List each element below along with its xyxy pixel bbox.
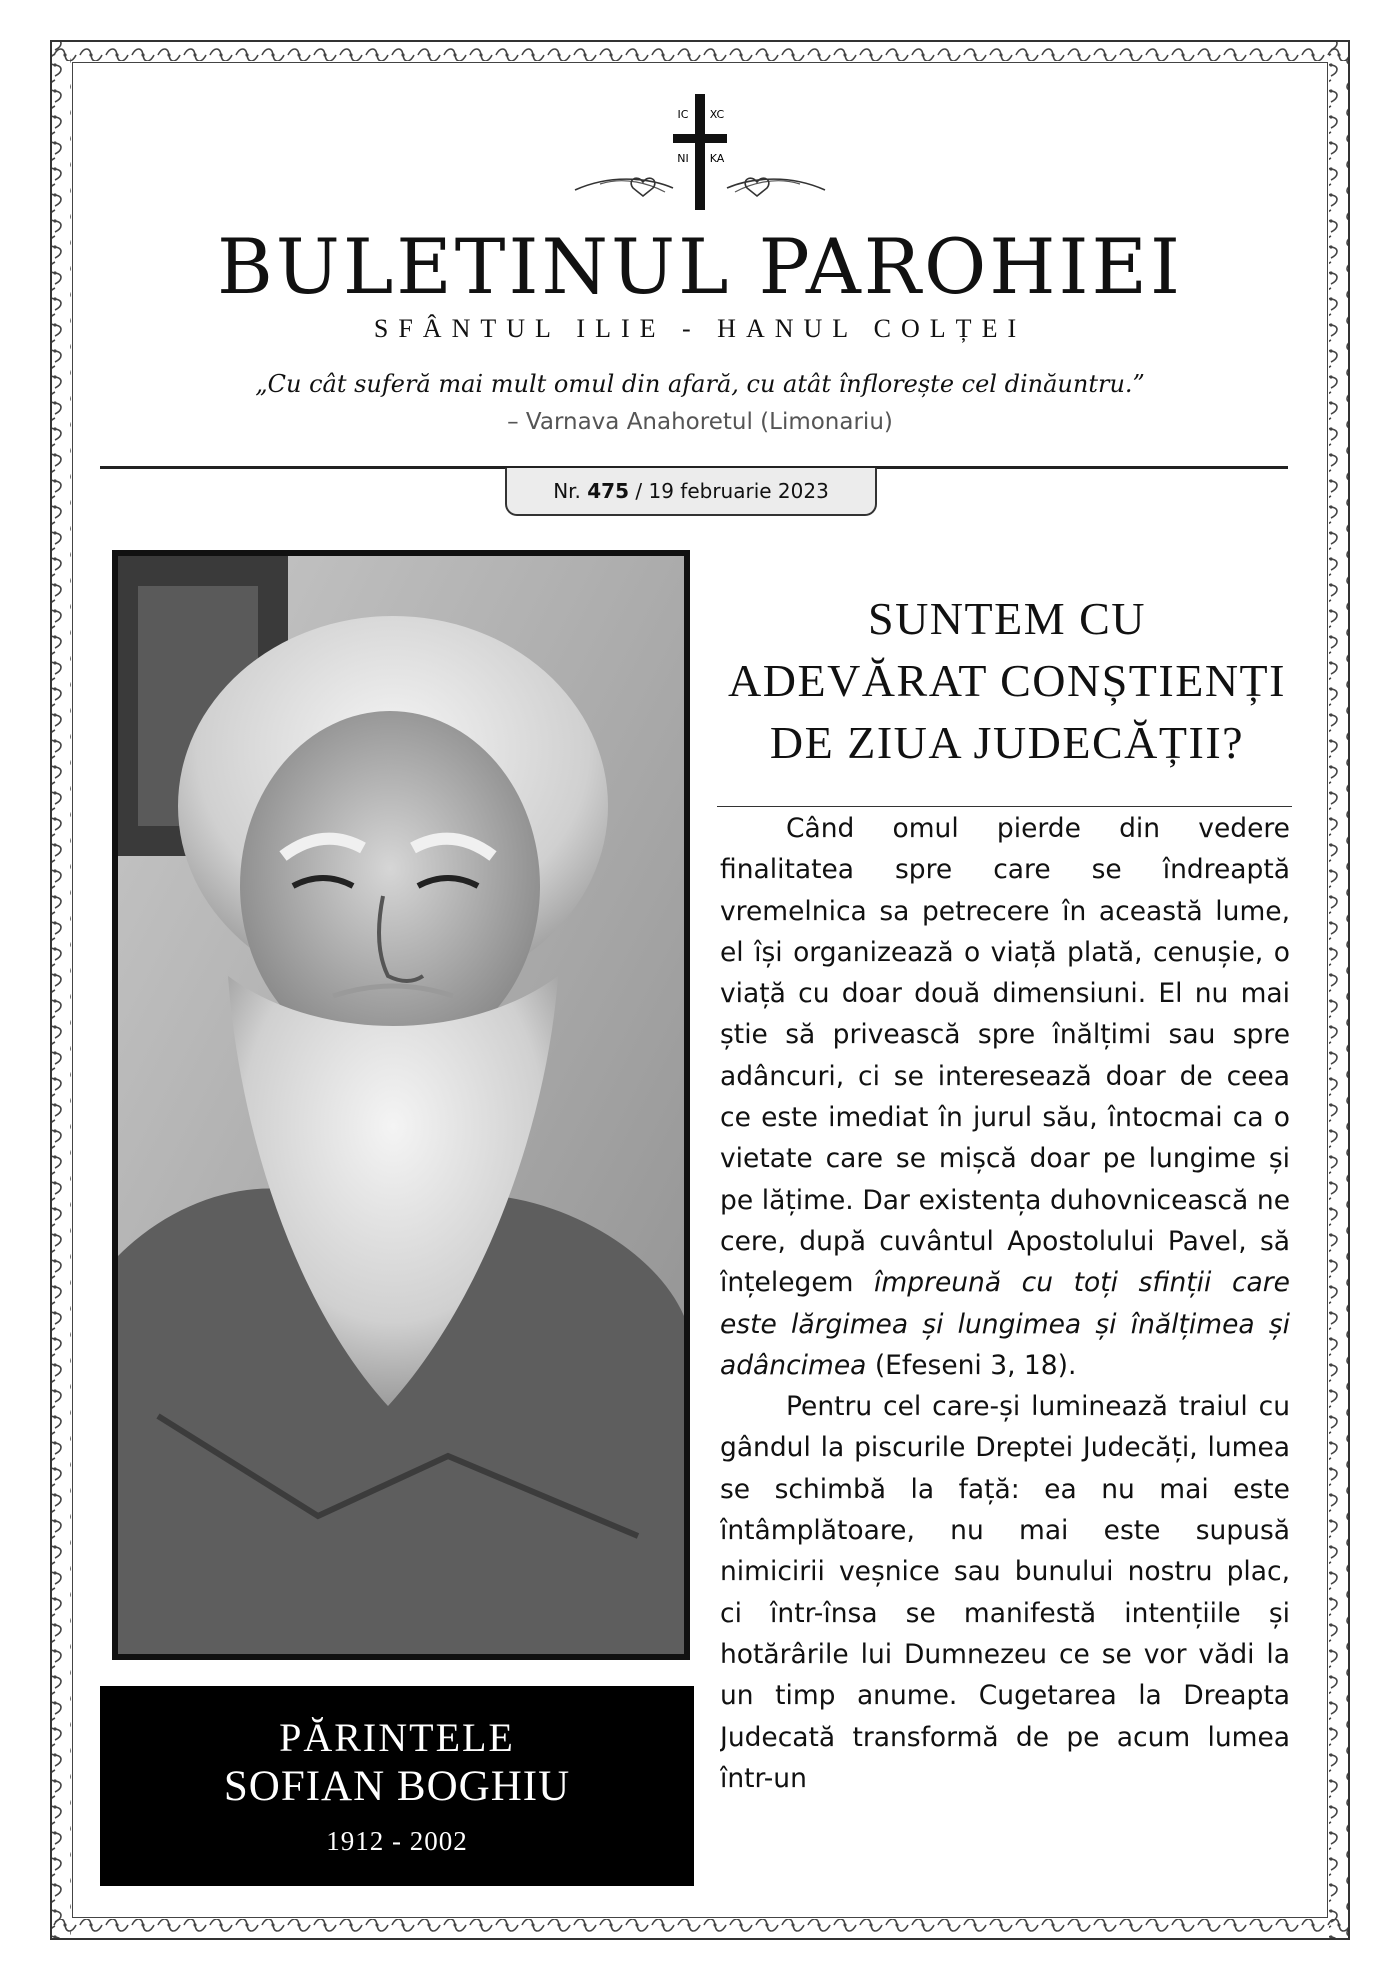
parish-subtitle: SFÂNTUL ILIE - HANUL COLȚEI bbox=[373, 314, 1027, 343]
article-title-line3: DE ZIUA JUDECĂȚII? bbox=[769, 717, 1245, 768]
issue-tab bbox=[505, 468, 877, 516]
emblem-ni: NI bbox=[677, 152, 689, 165]
article-paragraph bbox=[720, 808, 1290, 1386]
portrait-image bbox=[118, 556, 684, 1654]
emblem-ic: IC bbox=[677, 108, 689, 121]
article-title-line2: ADEVĂRAT CONȘTIENȚI bbox=[728, 655, 1286, 706]
issue-date: / 19 februarie 2023 bbox=[635, 479, 829, 503]
paragraph-text: Când omul pierde din vedere finalitatea spre care se îndreaptă vremelnica sa petrecere în această lume, el își organizează o viață plată, cenușie, o viață cu doar două dimensiuni. El nu mai știe să privească spre înălțimi sau spre adâncuri, ci se interesează doar de ceea ce este imediat în jurul său, întocmai ca o vietate care se mișcă doar pe lungime și pe lățime. Dar existența duhovnicească ne cere, după cuvântul Apostolului Pavel, să înțelegem bbox=[720, 813, 1290, 1299]
portrait-caption bbox=[100, 1686, 694, 1886]
bulletin-title: BULETINUL PAROHIEI bbox=[216, 222, 1184, 311]
article-title-divider bbox=[717, 806, 1292, 807]
article-body bbox=[720, 808, 1290, 1888]
cross-emblem-icon bbox=[555, 92, 845, 212]
issue-prefix: Nr. bbox=[553, 479, 581, 503]
emblem-xc: XC bbox=[709, 108, 725, 121]
quote-author: – Varnava Anahoretul (Limonariu) bbox=[507, 409, 893, 435]
scripture-reference: (Efeseni 3, 18). bbox=[866, 1349, 1077, 1381]
article-paragraph: Pentru cel care-și luminează traiul cu gândul la piscurile Dreptei Judecăți, lumea se schimbă la față: ea nu mai este întâmplătoare, nu mai este supusă nimicirii veșnice sau bunului nostru plac, ci într-însa se manifestă intențiile și hotărârile lui Dumnezeu ce se vor vădi la un timp anume. Cugetarea la Dreapta Judecată transformă de pe acum lumea într-un bbox=[720, 1391, 1290, 1794]
emblem-ka: KA bbox=[709, 152, 725, 165]
scripture-quote: împreună cu toți sfinții care este lărgimea și lungimea și înălțimea și adâncimea bbox=[720, 1267, 1290, 1381]
caption-line1: PĂRINTELE bbox=[279, 1715, 515, 1760]
caption-years: 1912 - 2002 bbox=[326, 1826, 468, 1856]
portrait-photo bbox=[112, 550, 690, 1660]
issue-number: 475 bbox=[587, 479, 630, 503]
article-title bbox=[712, 588, 1302, 774]
caption-name: SOFIAN BOGHIU bbox=[223, 1763, 571, 1810]
article-title-line1: SUNTEM CU bbox=[867, 593, 1147, 644]
header-quote: „Cu cât suferă mai mult omul din afară, cu atât înflorește cel dinăuntru.” bbox=[255, 370, 1145, 398]
